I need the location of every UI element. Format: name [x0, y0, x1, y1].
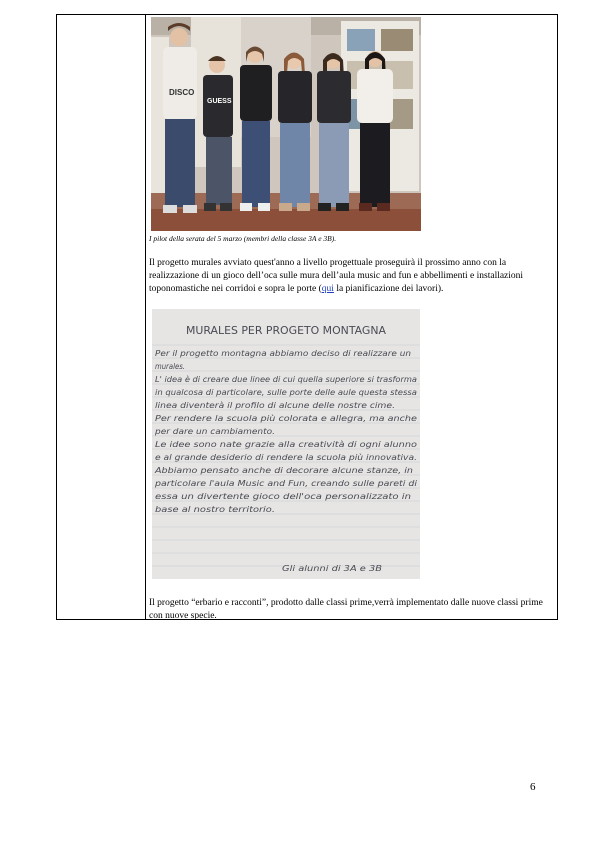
- note-title: MURALES PER PROGETO MONTAGNA: [186, 324, 387, 337]
- note-line: L' idea è di creare due linee di cui quella superiore si trasforma: [155, 375, 418, 384]
- shirt-text-disco: DISCO: [169, 88, 195, 97]
- note-line: Le idee sono nate grazie alla creatività di ogni alunno: [155, 440, 418, 449]
- note-line: e al grande desiderio di rendere la scuola più innovativa.: [155, 453, 417, 462]
- note-line: linea diventerà il profilo di alcune delle nostre cime.: [155, 401, 395, 410]
- note-line: in qualcosa di particolare, sulle porte delle aule questa stessa: [155, 388, 418, 397]
- note-line: per dare un cambiamento.: [153, 427, 275, 436]
- content-table: [56, 14, 558, 620]
- murales-paragraph-end: la pianificazione dei lavori).: [333, 284, 444, 294]
- note-line: murales.: [155, 362, 185, 371]
- note-line: essa un divertente gioco dell'oca personalizzato in: [155, 492, 412, 501]
- handwritten-note-image: [152, 309, 420, 579]
- note-line: Per il progetto montagna abbiamo deciso di realizzare un: [155, 349, 412, 358]
- note-line: Abbiamo pensato anche di decorare alcune stanze, in: [153, 466, 414, 475]
- note-signature: Gli alunni di 3A e 3B: [282, 564, 382, 573]
- note-line: particolare l'aula Music and Fun, creando sulle pareti di: [153, 479, 419, 488]
- note-line: Per rendere la scuola più colorata e allegra, ma anche: [155, 414, 418, 423]
- murales-paragraph-text: Il progetto murales avviato quest'anno a livello progettuale proseguirà il prossimo anno con la realizzazione di un gioco dell’oca sulle mura dell’aula music and fun e abbellimenti e installazioni toponomastiche nei corridoi e sopra le porte (: [149, 258, 524, 294]
- photo-caption: I pilot della serata del 5 marzo (membri della classe 3A e 3B).: [149, 234, 337, 243]
- shirt-text-guess: GUESS: [207, 98, 232, 105]
- note-line: base al nostro territorio.: [155, 505, 275, 514]
- erbario-paragraph: Il progetto “erbario e racconti”, prodotto dalle classi prime,verrà implementato dalle nuove classi prime con nuove specie.: [149, 598, 543, 621]
- table-column-divider: [145, 15, 146, 619]
- planning-link[interactable]: qui: [321, 284, 334, 294]
- page-number: 6: [530, 781, 536, 793]
- murales-paragraph: [149, 257, 555, 296]
- group-photo: [151, 17, 421, 231]
